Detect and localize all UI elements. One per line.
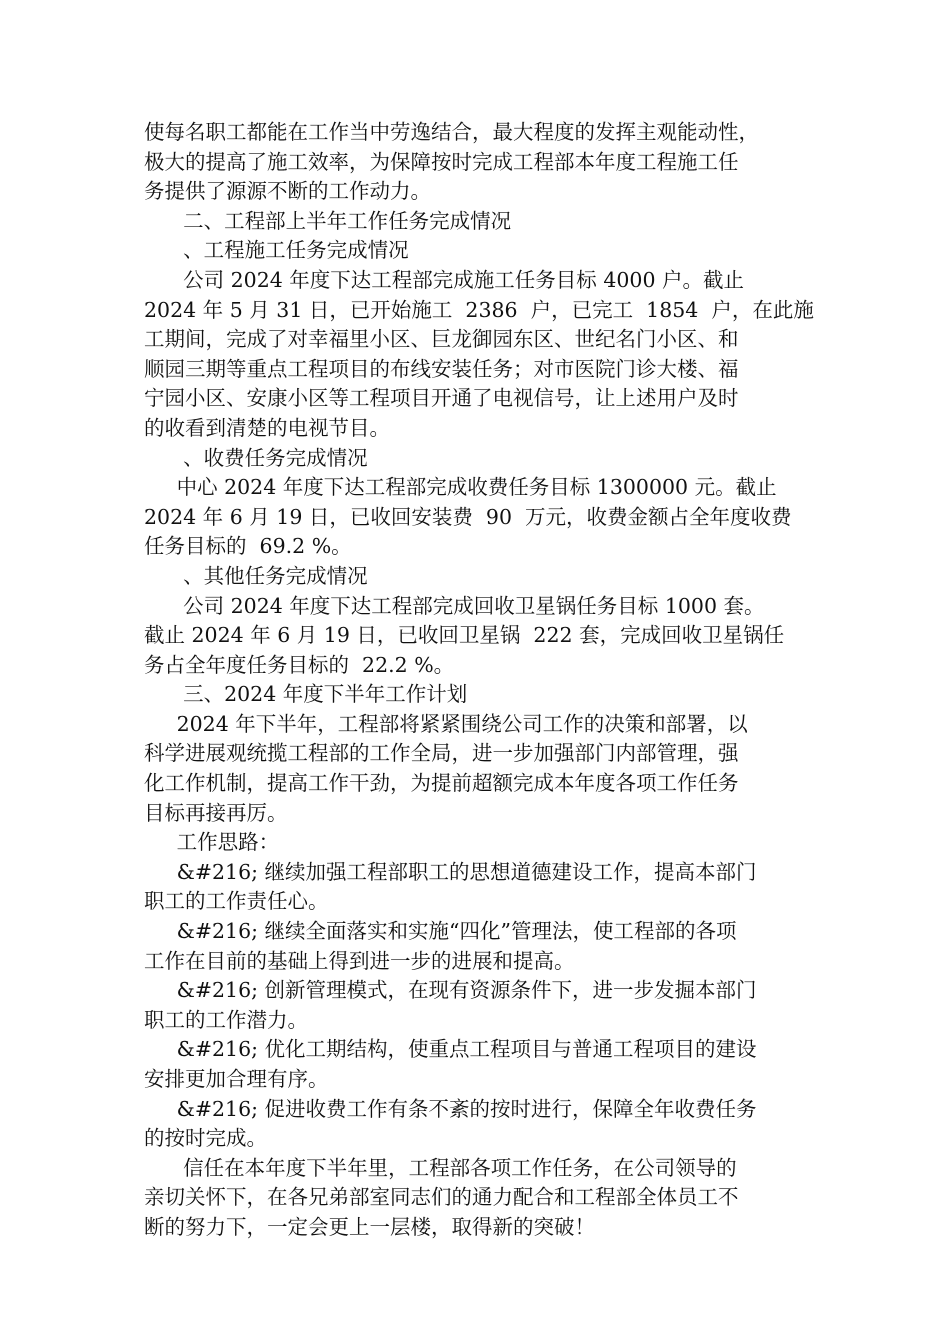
subsection-heading: 、工程施工任务完成情况 bbox=[144, 238, 409, 263]
bullet-line: &#216; 创新管理模式，在现有资源条件下，进一步发掘本部门 bbox=[144, 978, 757, 1003]
bullet-line: &#216; 促进收费工作有条不紊的按时进行，保障全年收费任务 bbox=[144, 1096, 757, 1121]
text-line: 使每名职工都能在工作当中劳逸结合，最大程度的发挥主观能动性， bbox=[144, 120, 759, 144]
text-line: 务占全年度任务目标的 22.2 %。 bbox=[144, 652, 455, 677]
text-line: 2024 年 5 月 31 日，已开始施工 2386 户，已完工 1854 户，在此施 bbox=[144, 297, 814, 322]
text-line: 务提供了源源不断的工作动力。 bbox=[144, 179, 431, 204]
text-line: 2024 年下半年，工程部将紧紧围绕公司工作的决策和部署，以 bbox=[144, 711, 748, 736]
text-line: 的收看到清楚的电视节目。 bbox=[144, 415, 390, 440]
text-line: 顺园三期等重点工程项目的布线安装任务；对市医院门诊大楼、福 bbox=[144, 356, 739, 381]
document-body bbox=[144, 118, 816, 1243]
text-line: 目标再接再厉。 bbox=[144, 800, 288, 825]
subsection-heading: 、收费任务完成情况 bbox=[144, 445, 368, 470]
text-line: 2024 年 6 月 19 日，已收回安装费 90 万元，收费金额占全年度收费 bbox=[144, 504, 792, 529]
text-line: 科学进展观统揽工程部的工作全局，进一步加强部门内部管理，强 bbox=[144, 741, 739, 766]
text-line: 中心 2024 年度下达工程部完成收费任务目标 1300000 元。截止 bbox=[144, 475, 777, 500]
text-line: 职工的工作责任心。 bbox=[144, 889, 329, 914]
text-line: 信任在本年度下半年里，工程部各项工作任务，在公司领导的 bbox=[144, 1155, 737, 1180]
text-line: 截止 2024 年 6 月 19 日，已收回卫星锅 222 套，完成回收卫星锅任 bbox=[144, 623, 785, 648]
text-line: 亲切关怀下，在各兄弟部室同志们的通力配合和工程部全体员工不 bbox=[144, 1185, 739, 1210]
text-line: 安排更加合理有序。 bbox=[144, 1067, 329, 1091]
text-line: 公司 2024 年度下达工程部完成回收卫星锅任务目标 1000 套。 bbox=[144, 593, 765, 618]
text-line: 化工作机制，提高工作干劲，为提前超额完成本年度各项工作任务 bbox=[144, 771, 739, 796]
text-line: 工作思路： bbox=[144, 830, 280, 855]
text-line: 的按时完成。 bbox=[144, 1126, 267, 1151]
section-heading: 二、工程部上半年工作任务完成情况 bbox=[144, 208, 512, 233]
text-line: 任务目标的 69.2 %。 bbox=[144, 534, 352, 559]
text-line: 公司 2024 年度下达工程部完成施工任务目标 4000 户。截止 bbox=[144, 267, 745, 292]
text-line: 极大的提高了施工效率，为保障按时完成工程部本年度工程施工任 bbox=[144, 149, 739, 174]
bullet-line: &#216; 优化工期结构，使重点工程项目与普通工程项目的建设 bbox=[144, 1037, 757, 1062]
text-line: 断的努力下，一定会更上一层楼，取得新的突破！ bbox=[144, 1214, 595, 1239]
bullet-line: &#216; 继续全面落实和实施“四化”管理法，使工程部的各项 bbox=[144, 919, 737, 944]
section-heading: 三、2024 年度下半年工作计划 bbox=[144, 682, 468, 707]
text-line: 工作在目前的基础上得到进一步的进展和提高。 bbox=[144, 948, 575, 973]
text-line: 工期间，完成了对幸福里小区、巨龙御园东区、世纪名门小区、和 bbox=[144, 327, 739, 352]
text-line: 宁园小区、安康小区等工程项目开通了电视信号，让上述用户及时 bbox=[144, 386, 739, 411]
subsection-heading: 、其他任务完成情况 bbox=[144, 563, 368, 588]
bullet-line: &#216; 继续加强工程部职工的思想道德建设工作，提高本部门 bbox=[144, 859, 757, 884]
text-line: 职工的工作潜力。 bbox=[144, 1007, 308, 1032]
